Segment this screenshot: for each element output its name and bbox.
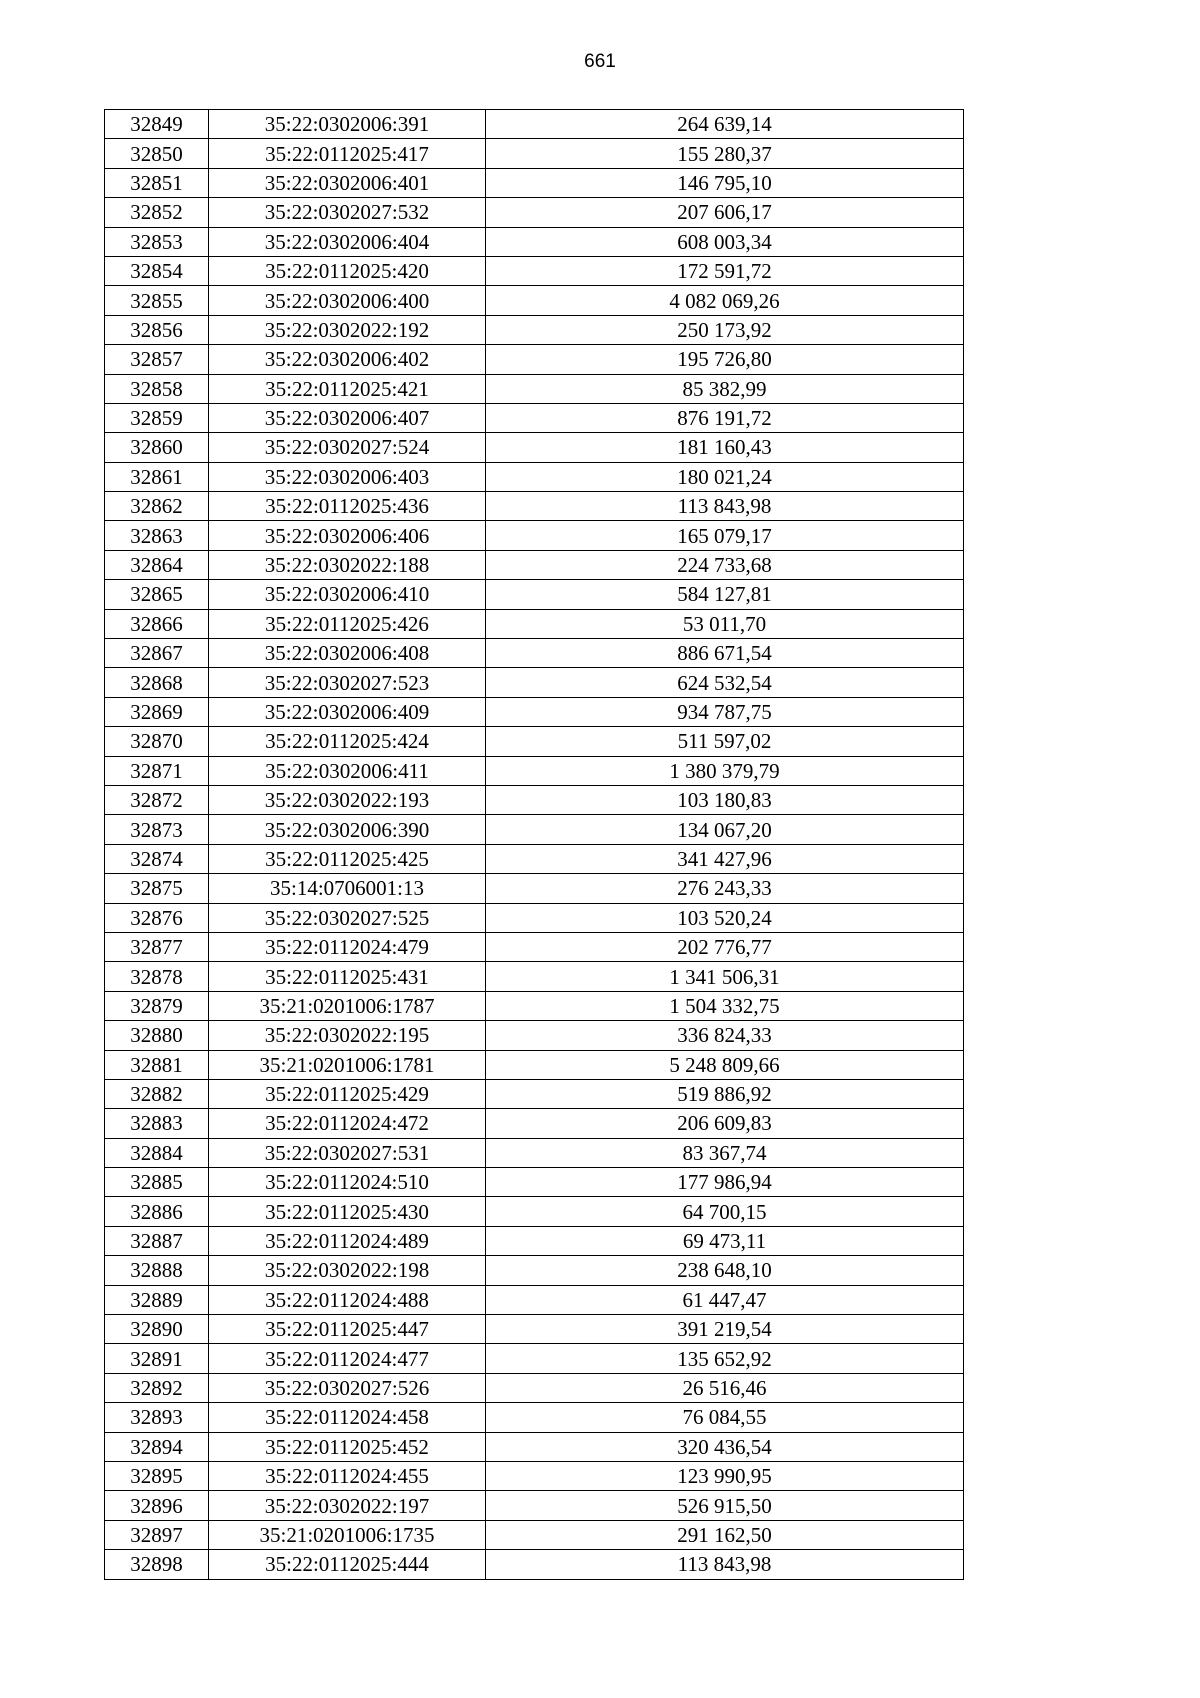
- table-row: [105, 1021, 964, 1050]
- table-row: [105, 345, 964, 374]
- cadastral-value-cell: 336 824,33: [486, 1021, 964, 1050]
- table-row: [105, 668, 964, 697]
- row-number-cell: 32898: [105, 1550, 209, 1579]
- row-number-cell: 32863: [105, 521, 209, 550]
- row-number-cell: 32885: [105, 1168, 209, 1197]
- cadastral-number-cell: 35:22:0112024:458: [209, 1403, 486, 1432]
- row-number-cell: 32853: [105, 227, 209, 256]
- cadastral-value-cell: 1 341 506,31: [486, 962, 964, 991]
- row-number-cell: 32892: [105, 1373, 209, 1402]
- cadastral-value-cell: 165 079,17: [486, 521, 964, 550]
- cadastral-number-cell: 35:22:0112025:421: [209, 374, 486, 403]
- row-number-cell: 32858: [105, 374, 209, 403]
- row-number-cell: 32889: [105, 1285, 209, 1314]
- table-row: [105, 374, 964, 403]
- cadastral-number-cell: 35:22:0112025:424: [209, 727, 486, 756]
- page-number: 661: [584, 51, 616, 72]
- cadastral-value-cell: 934 787,75: [486, 697, 964, 726]
- cadastral-value-cell: 238 648,10: [486, 1256, 964, 1285]
- cadastral-value-cell: 123 990,95: [486, 1461, 964, 1490]
- table-row: [105, 403, 964, 432]
- cadastral-number-cell: 35:22:0302006:401: [209, 168, 486, 197]
- table-row: [105, 521, 964, 550]
- cadastral-value-cell: 202 776,77: [486, 932, 964, 961]
- cadastral-number-cell: 35:22:0112025:430: [209, 1197, 486, 1226]
- cadastral-number-cell: 35:22:0302006:391: [209, 110, 486, 139]
- row-number-cell: 32882: [105, 1079, 209, 1108]
- cadastral-value-cell: 206 609,83: [486, 1109, 964, 1138]
- row-number-cell: 32866: [105, 609, 209, 638]
- table-row: [105, 1050, 964, 1079]
- cadastral-number-cell: 35:22:0302006:390: [209, 815, 486, 844]
- cadastral-value-cell: 85 382,99: [486, 374, 964, 403]
- row-number-cell: 32871: [105, 756, 209, 785]
- cadastral-value-cell: 264 639,14: [486, 110, 964, 139]
- cadastral-number-cell: 35:22:0302006:410: [209, 580, 486, 609]
- cadastral-value-cell: 608 003,34: [486, 227, 964, 256]
- cadastral-value-cell: 155 280,37: [486, 139, 964, 168]
- row-number-cell: 32894: [105, 1432, 209, 1461]
- row-number-cell: 32861: [105, 462, 209, 491]
- cadastral-number-cell: 35:21:0201006:1781: [209, 1050, 486, 1079]
- row-number-cell: 32855: [105, 286, 209, 315]
- table-row: [105, 1256, 964, 1285]
- row-number-cell: 32872: [105, 785, 209, 814]
- cadastral-number-cell: 35:22:0302027:532: [209, 198, 486, 227]
- table-row: [105, 1079, 964, 1108]
- cadastral-value-cell: 4 082 069,26: [486, 286, 964, 315]
- cadastral-number-cell: 35:22:0302022:195: [209, 1021, 486, 1050]
- row-number-cell: 32884: [105, 1138, 209, 1167]
- cadastral-value-cell: 181 160,43: [486, 433, 964, 462]
- cadastral-value-cell: 61 447,47: [486, 1285, 964, 1314]
- cadastral-number-cell: 35:22:0112025:417: [209, 139, 486, 168]
- cadastral-value-cell: 76 084,55: [486, 1403, 964, 1432]
- row-number-cell: 32896: [105, 1491, 209, 1520]
- row-number-cell: 32888: [105, 1256, 209, 1285]
- table-row: [105, 1226, 964, 1255]
- cadastral-value-cell: 519 886,92: [486, 1079, 964, 1108]
- row-number-cell: 32893: [105, 1403, 209, 1432]
- cadastral-number-cell: 35:22:0302006:403: [209, 462, 486, 491]
- cadastral-number-cell: 35:22:0112025:420: [209, 256, 486, 285]
- table-row: [105, 1432, 964, 1461]
- table-row: [105, 492, 964, 521]
- table-row: [105, 1197, 964, 1226]
- cadastral-value-cell: 135 652,92: [486, 1344, 964, 1373]
- cadastral-value-cell: 276 243,33: [486, 874, 964, 903]
- table-row: [105, 139, 964, 168]
- row-number-cell: 32873: [105, 815, 209, 844]
- cadastral-number-cell: 35:22:0112025:431: [209, 962, 486, 991]
- table-row: [105, 462, 964, 491]
- table-row: [105, 903, 964, 932]
- table-row: [105, 580, 964, 609]
- table-row: [105, 1168, 964, 1197]
- cadastral-value-cell: 391 219,54: [486, 1315, 964, 1344]
- cadastral-value-cell: 511 597,02: [486, 727, 964, 756]
- row-number-cell: 32850: [105, 139, 209, 168]
- cadastral-number-cell: 35:22:0302006:400: [209, 286, 486, 315]
- table-row: [105, 198, 964, 227]
- cadastral-number-cell: 35:22:0112024:472: [209, 1109, 486, 1138]
- table-row: [105, 256, 964, 285]
- cadastral-value-cell: 172 591,72: [486, 256, 964, 285]
- table-row: [105, 1344, 964, 1373]
- cadastral-value-cell: 584 127,81: [486, 580, 964, 609]
- table-row: [105, 550, 964, 579]
- cadastral-number-cell: 35:22:0302022:197: [209, 1491, 486, 1520]
- row-number-cell: 32865: [105, 580, 209, 609]
- table-row: [105, 1550, 964, 1579]
- cadastral-value-cell: 624 532,54: [486, 668, 964, 697]
- cadastral-number-cell: 35:22:0302006:411: [209, 756, 486, 785]
- row-number-cell: 32897: [105, 1520, 209, 1549]
- row-number-cell: 32878: [105, 962, 209, 991]
- cadastral-value-cell: 69 473,11: [486, 1226, 964, 1255]
- cadastral-number-cell: 35:22:0112025:429: [209, 1079, 486, 1108]
- cadastral-number-cell: 35:22:0112025:436: [209, 492, 486, 521]
- table-body: [105, 110, 964, 1580]
- cadastral-number-cell: 35:21:0201006:1735: [209, 1520, 486, 1549]
- cadastral-value-cell: 1 504 332,75: [486, 991, 964, 1020]
- table-row: [105, 1109, 964, 1138]
- table-row: [105, 697, 964, 726]
- table-row: [105, 874, 964, 903]
- cadastral-number-cell: 35:22:0112025:425: [209, 844, 486, 873]
- row-number-cell: 32881: [105, 1050, 209, 1079]
- cadastral-number-cell: 35:22:0112024:479: [209, 932, 486, 961]
- cadastral-value-cell: 195 726,80: [486, 345, 964, 374]
- table-row: [105, 1461, 964, 1490]
- row-number-cell: 32869: [105, 697, 209, 726]
- cadastral-value-cell: 224 733,68: [486, 550, 964, 579]
- table-row: [105, 962, 964, 991]
- cadastral-number-cell: 35:14:0706001:13: [209, 874, 486, 903]
- row-number-cell: 32875: [105, 874, 209, 903]
- table-row: [105, 844, 964, 873]
- cadastral-value-table: [104, 109, 964, 1580]
- cadastral-number-cell: 35:22:0302027:525: [209, 903, 486, 932]
- cadastral-number-cell: 35:22:0302027:526: [209, 1373, 486, 1402]
- cadastral-number-cell: 35:22:0302027:523: [209, 668, 486, 697]
- cadastral-number-cell: 35:22:0112025:426: [209, 609, 486, 638]
- cadastral-number-cell: 35:22:0302006:407: [209, 403, 486, 432]
- cadastral-value-cell: 320 436,54: [486, 1432, 964, 1461]
- row-number-cell: 32852: [105, 198, 209, 227]
- cadastral-number-cell: 35:22:0302006:404: [209, 227, 486, 256]
- cadastral-value-cell: 64 700,15: [486, 1197, 964, 1226]
- row-number-cell: 32849: [105, 110, 209, 139]
- cadastral-number-cell: 35:22:0112024:477: [209, 1344, 486, 1373]
- cadastral-number-cell: 35:22:0302022:192: [209, 315, 486, 344]
- cadastral-number-cell: 35:22:0112024:455: [209, 1461, 486, 1490]
- row-number-cell: 32857: [105, 345, 209, 374]
- table-row: [105, 1138, 964, 1167]
- table-row: [105, 727, 964, 756]
- cadastral-value-cell: 113 843,98: [486, 492, 964, 521]
- row-number-cell: 32870: [105, 727, 209, 756]
- table-row: [105, 110, 964, 139]
- row-number-cell: 32864: [105, 550, 209, 579]
- cadastral-value-cell: 113 843,98: [486, 1550, 964, 1579]
- row-number-cell: 32876: [105, 903, 209, 932]
- row-number-cell: 32887: [105, 1226, 209, 1255]
- cadastral-number-cell: 35:22:0112025:452: [209, 1432, 486, 1461]
- table-row: [105, 756, 964, 785]
- cadastral-number-cell: 35:22:0302027:524: [209, 433, 486, 462]
- cadastral-value-cell: 526 915,50: [486, 1491, 964, 1520]
- row-number-cell: 32860: [105, 433, 209, 462]
- table-row: [105, 815, 964, 844]
- row-number-cell: 32891: [105, 1344, 209, 1373]
- table-row: [105, 1491, 964, 1520]
- cadastral-value-cell: 1 380 379,79: [486, 756, 964, 785]
- table-row: [105, 991, 964, 1020]
- row-number-cell: 32895: [105, 1461, 209, 1490]
- cadastral-value-cell: 83 367,74: [486, 1138, 964, 1167]
- row-number-cell: 32879: [105, 991, 209, 1020]
- table-row: [105, 932, 964, 961]
- cadastral-value-cell: 207 606,17: [486, 198, 964, 227]
- cadastral-number-cell: 35:22:0112025:447: [209, 1315, 486, 1344]
- cadastral-value-cell: 5 248 809,66: [486, 1050, 964, 1079]
- row-number-cell: 32862: [105, 492, 209, 521]
- cadastral-number-cell: 35:22:0112024:489: [209, 1226, 486, 1255]
- cadastral-value-cell: 876 191,72: [486, 403, 964, 432]
- cadastral-number-cell: 35:21:0201006:1787: [209, 991, 486, 1020]
- table-row: [105, 315, 964, 344]
- cadastral-number-cell: 35:22:0112025:444: [209, 1550, 486, 1579]
- table-row: [105, 286, 964, 315]
- table-row: [105, 785, 964, 814]
- row-number-cell: 32874: [105, 844, 209, 873]
- row-number-cell: 32880: [105, 1021, 209, 1050]
- cadastral-number-cell: 35:22:0302006:409: [209, 697, 486, 726]
- cadastral-value-cell: 250 173,92: [486, 315, 964, 344]
- row-number-cell: 32868: [105, 668, 209, 697]
- cadastral-value-cell: 53 011,70: [486, 609, 964, 638]
- cadastral-value-cell: 341 427,96: [486, 844, 964, 873]
- row-number-cell: 32883: [105, 1109, 209, 1138]
- cadastral-number-cell: 35:22:0302022:198: [209, 1256, 486, 1285]
- row-number-cell: 32877: [105, 932, 209, 961]
- cadastral-value-cell: 180 021,24: [486, 462, 964, 491]
- table-row: [105, 433, 964, 462]
- cadastral-number-cell: 35:22:0302006:402: [209, 345, 486, 374]
- row-number-cell: 32856: [105, 315, 209, 344]
- cadastral-number-cell: 35:22:0112024:488: [209, 1285, 486, 1314]
- table-row: [105, 609, 964, 638]
- table-row: [105, 1520, 964, 1549]
- cadastral-value-cell: 177 986,94: [486, 1168, 964, 1197]
- row-number-cell: 32854: [105, 256, 209, 285]
- cadastral-value-cell: 103 520,24: [486, 903, 964, 932]
- cadastral-value-cell: 886 671,54: [486, 639, 964, 668]
- table-row: [105, 1373, 964, 1402]
- table-row: [105, 639, 964, 668]
- cadastral-value-cell: 146 795,10: [486, 168, 964, 197]
- cadastral-number-cell: 35:22:0302022:193: [209, 785, 486, 814]
- table-row: [105, 1285, 964, 1314]
- cadastral-value-cell: 103 180,83: [486, 785, 964, 814]
- row-number-cell: 32851: [105, 168, 209, 197]
- table-row: [105, 1315, 964, 1344]
- row-number-cell: 32859: [105, 403, 209, 432]
- cadastral-number-cell: 35:22:0302027:531: [209, 1138, 486, 1167]
- table-row: [105, 227, 964, 256]
- table-row: [105, 1403, 964, 1432]
- cadastral-number-cell: 35:22:0302006:408: [209, 639, 486, 668]
- cadastral-value-cell: 26 516,46: [486, 1373, 964, 1402]
- row-number-cell: 32890: [105, 1315, 209, 1344]
- row-number-cell: 32867: [105, 639, 209, 668]
- row-number-cell: 32886: [105, 1197, 209, 1226]
- cadastral-number-cell: 35:22:0112024:510: [209, 1168, 486, 1197]
- cadastral-value-cell: 134 067,20: [486, 815, 964, 844]
- cadastral-number-cell: 35:22:0302022:188: [209, 550, 486, 579]
- cadastral-value-cell: 291 162,50: [486, 1520, 964, 1549]
- cadastral-number-cell: 35:22:0302006:406: [209, 521, 486, 550]
- table-row: [105, 168, 964, 197]
